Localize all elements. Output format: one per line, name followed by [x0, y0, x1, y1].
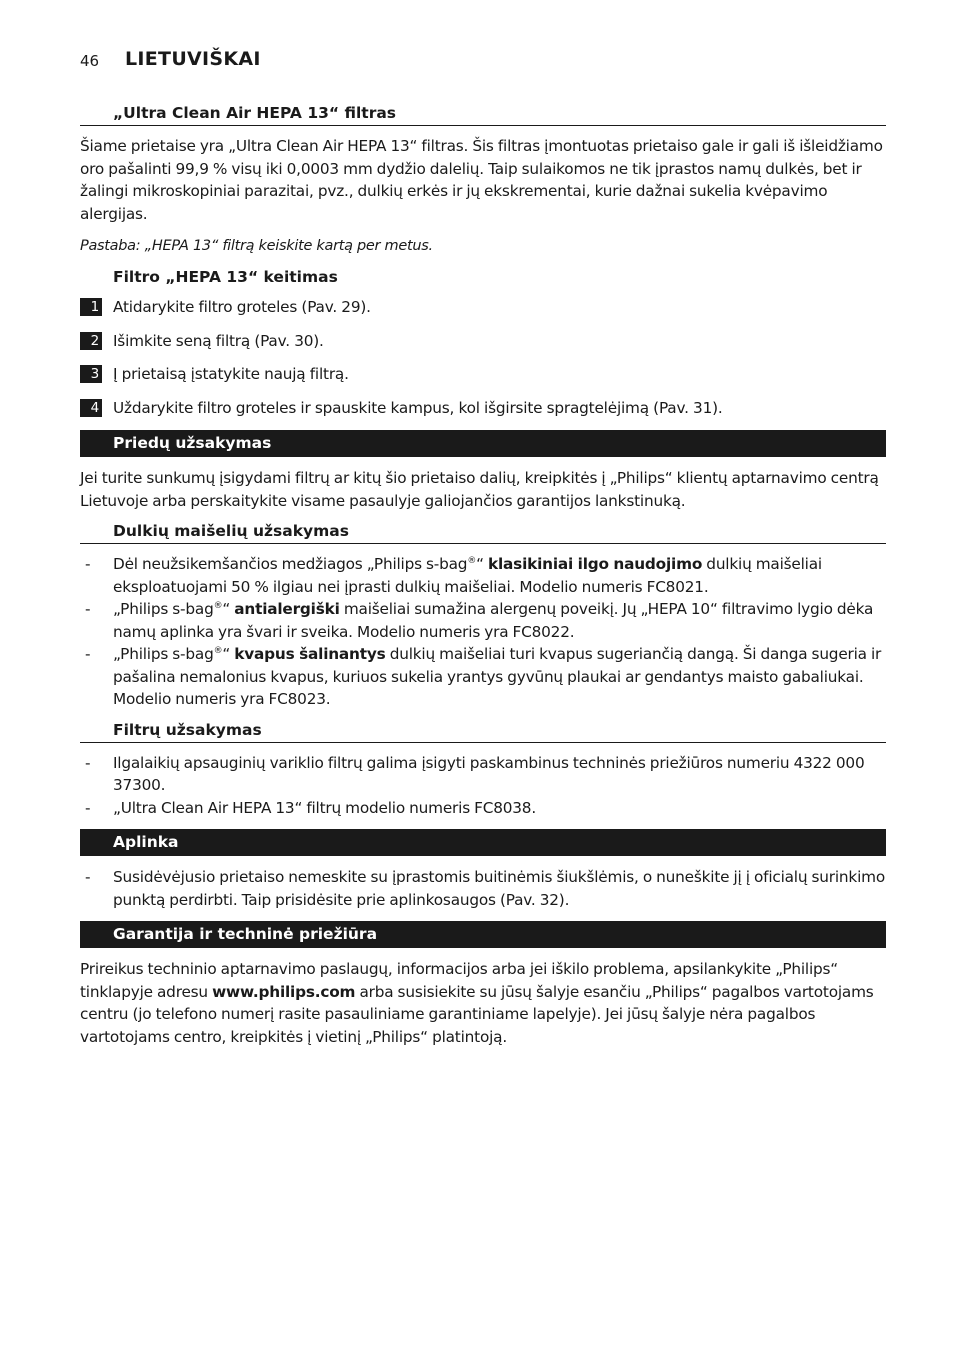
- item-bold-text: kvapus šalinantys: [234, 645, 386, 663]
- item-text: Ilgalaikių apsauginių variklio filtrų galima įsigyti paskambinus techninės priežiūros numeriu 4322 000 37300.: [113, 753, 865, 794]
- step-number-badge: 3: [80, 365, 102, 383]
- list-item: [80, 797, 886, 820]
- item-quote: “: [222, 600, 235, 618]
- replace-heading: Filtro „HEPA 13“ keitimas: [113, 268, 338, 286]
- item-text: „Philips s-bag: [113, 600, 214, 618]
- list-item: [80, 866, 886, 911]
- filters-heading: Filtrų užsakymas: [80, 721, 886, 743]
- list-item: [80, 752, 886, 797]
- hepa-heading: „Ultra Clean Air HEPA 13“ filtras: [80, 104, 886, 126]
- accessories-section-heading: Priedų užsakymas: [80, 430, 886, 457]
- item-text: „Philips s-bag: [113, 645, 214, 663]
- dash-bullet: -: [85, 868, 91, 886]
- step-number-badge: 2: [80, 332, 102, 350]
- list-item: [80, 553, 886, 598]
- step-number-badge: 4: [80, 399, 102, 417]
- registered-mark: ®: [213, 645, 223, 656]
- step-text: Į prietaisą įstatykite naują filtrą.: [113, 365, 349, 383]
- philips-website-link[interactable]: www.philips.com: [212, 982, 356, 1001]
- dash-bullet: -: [85, 555, 91, 573]
- step-item: [80, 363, 886, 386]
- item-quote: “: [222, 645, 235, 663]
- guarantee-text: arba susisiekite su jūsų šalyje esančiu „Philips“ pagalbos vartotojams centru (jo telefono numerį rasite pasauliniame garantiniame lapelyje). Jei jūsų šalyje nėra pagalbos vartotojams centro, kreipkitės į vietinį „Philips“ platintoją.: [80, 982, 874, 1046]
- item-text: dulkių maišeliai turi kvapus sugeriančią dangą. Ši danga sugeria ir pašalina nemalonius kvapus, kuriuos sukelia yrantys gyvūnų plaukai ar gendantys maisto gabaliukai. Modelio numeris yra FC8023.: [113, 645, 882, 708]
- registered-mark: ®: [467, 555, 477, 566]
- registered-mark: ®: [213, 600, 223, 611]
- page-language-title: LIETUVIŠKAI: [125, 48, 261, 70]
- environment-section-heading: Aplinka: [80, 829, 886, 856]
- item-bold-text: klasikiniai ilgo naudojimo: [488, 555, 703, 573]
- list-item: [80, 598, 886, 643]
- accessories-body: Jei turite sunkumų įsigydami filtrų ar kitų šio prietaiso dalių, kreipkitės į „Philips“ klientų aptarnavimo centrą Lietuvoje arba perskaitykite visame pasaulyje galiojančios garantijos lankstinuką.: [80, 469, 879, 510]
- list-item: [80, 643, 886, 711]
- item-text: maišeliai sumažina alergenų poveikį. Jų „HEPA 10“ filtravimo lygio dėka namų aplinka yra švari ir sveika. Modelio numeris yra FC8022.: [113, 600, 874, 641]
- bags-list: [80, 553, 886, 711]
- page-number: 46: [80, 52, 100, 70]
- step-text: Išimkite seną filtrą (Pav. 30).: [113, 331, 324, 350]
- dash-bullet: -: [85, 753, 91, 772]
- item-text: Dėl neužsikemšančios medžiagos „Philips s-bag: [113, 555, 468, 573]
- step-number-badge: 1: [80, 298, 102, 316]
- guarantee-body: [80, 958, 886, 1048]
- replace-steps: [80, 296, 886, 419]
- step-item: [80, 330, 886, 353]
- item-text: Susidėvėjusio prietaiso nemeskite su įprastomis buitinėmis šiukšlėmis, o nuneškite jį į oficialų surinkimo punktą perdirbti. Taip prisidėsite prie aplinkosaugos (Pav. 32).: [113, 868, 885, 909]
- page-content: [80, 104, 886, 1058]
- dash-bullet: -: [85, 798, 91, 817]
- dash-bullet: -: [85, 645, 91, 663]
- step-item: [80, 397, 886, 420]
- guarantee-section-heading: Garantija ir techninė priežiūra: [80, 921, 886, 948]
- dash-bullet: -: [85, 600, 91, 618]
- item-text: „Ultra Clean Air HEPA 13“ filtrų modelio numeris FC8038.: [113, 798, 537, 817]
- step-text: Uždarykite filtro groteles ir spauskite kampus, kol išgirsite spragtelėjimą (Pav. 31).: [113, 398, 723, 417]
- hepa-note: Pastaba: „HEPA 13“ filtrą keiskite kartą per metus.: [80, 238, 433, 254]
- step-item: [80, 296, 886, 319]
- item-quote: “: [476, 555, 489, 573]
- item-text: dulkių maišeliai eksploatuojami 50 % ilgiau nei įprasti dulkių maišeliai. Modelio numeris FC8021.: [113, 555, 822, 596]
- guarantee-text: Prireikus techninio aptarnavimo paslaugų, informacijos arba jei iškilo problema, apsilankykite „Philips“ tinklapyje adresu: [80, 960, 839, 1001]
- item-bold-text: antialergiški: [234, 600, 340, 618]
- bags-heading: Dulkių maišelių užsakymas: [80, 522, 886, 544]
- filters-list: [80, 752, 886, 820]
- environment-list: [80, 866, 886, 911]
- hepa-body: Šiame prietaise yra „Ultra Clean Air HEPA 13“ filtras. Šis filtras įmontuotas prietaiso gale ir gali iš išleidžiamo oro pašalinti 99,9 % visų iki 0,0003 mm dydžio dalelių. Taip sulaikomos ne tik įprastos namų dulkės, bet ir žalingi mikroskopiniai parazitai, pvz., dulkių erkės ir jų ekskrementai, kurie dažnai sukelia kvėpavimo alergijas.: [80, 137, 883, 223]
- step-text: Atidarykite filtro groteles (Pav. 29).: [113, 298, 371, 316]
